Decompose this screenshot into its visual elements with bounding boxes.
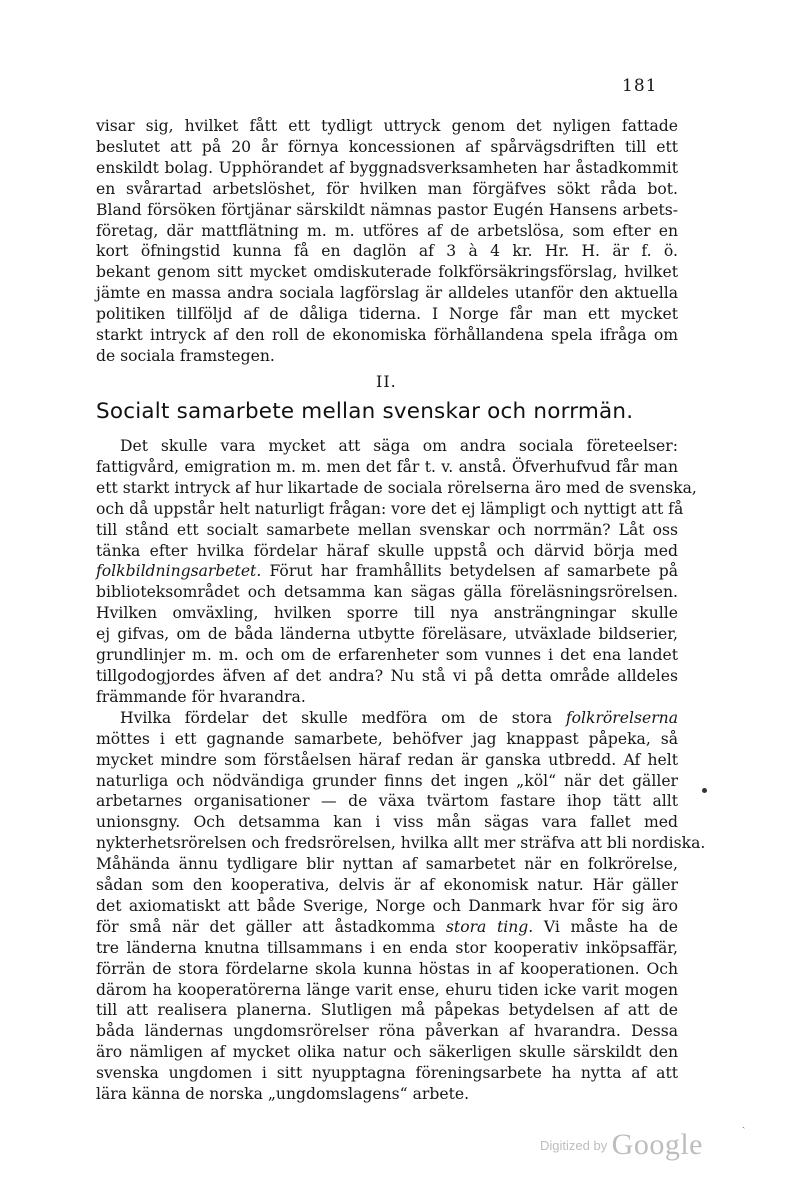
text-line: ett starkt intryck af hur likartade de sociala rörelserna äro med de svenska,: [96, 478, 697, 497]
text-line: företag, där mattflätning m. m. utföres af de arbetslösa, som efter en: [96, 221, 678, 240]
text-line: Hvilken omväxling, hvilken sporre till nya ansträngningar skulle: [96, 604, 678, 623]
text-line: svenska ungdomen i sitt nyupptagna föreningsarbete ha nytta af att: [96, 1064, 678, 1083]
text-line: mycket mindre som förståelsen häraf redan är ganska utbredd. Af helt: [96, 750, 678, 769]
text-line: tillgodogjordes äfven af det andra? Nu stå vi på detta område alldeles: [96, 666, 678, 685]
text-line: enskildt bolag. Upphörandet af byggnadsverksamheten har åstadkommit: [96, 158, 678, 177]
text-line: Det skulle vara mycket att säga om andra sociala företeelser:: [120, 437, 678, 455]
text-line: unionsgny. Och detsamma kan i viss mån sägas vara fallet med: [96, 813, 678, 832]
paragraph: [96, 708, 706, 1105]
section-number: II.: [376, 372, 397, 391]
text-line: äro nämligen af mycket olika natur och säkerligen skulle särskildt den: [96, 1043, 678, 1062]
text-line: fattigvård, emigration m. m. men det får t. v. anstå. Öfverhufvud får man: [96, 457, 678, 476]
text-line: bekant genom sitt mycket omdiskuterade folkförsäkringsförslag, hvilket: [96, 263, 678, 282]
page-number: 181: [622, 76, 658, 96]
text-line: jämte en massa andra sociala lagförslag är alldeles utanför den aktuella: [96, 284, 678, 303]
text-line: sådan som den kooperativa, delvis är af ekonomisk natur. Här gäller: [96, 876, 678, 895]
text-line: till stånd ett socialt samarbete mellan svenskar och norrmän? Låt oss: [96, 520, 678, 539]
text-line: lära känna de norska „ungdomslagens“ arbete.: [96, 1085, 470, 1104]
text-line: arbetarnes organisationer — de växa tvärtom fastare ihop tätt allt: [96, 792, 678, 811]
paragraph: [96, 436, 697, 708]
text-line: ej gifvas, om de båda länderna utbytte föreläsare, utväxlade bildserier,: [96, 625, 678, 644]
text-line: Bland försöken förtjänar särskildt nämnas pastor Eugén Hansens arbets-: [96, 200, 678, 219]
text-line: till att realisera planerna. Slutligen må påpekas betydelsen af att de: [96, 1001, 678, 1020]
text-line: en svårartad arbetslöshet, för hvilken man förgäfves sökt råda bot.: [96, 179, 678, 198]
margin-dot: [702, 788, 707, 793]
text-line: naturliga och nödvändiga grunder finns det ingen „köl“ när det gäller: [96, 771, 678, 790]
text-line: främmande för hvarandra.: [96, 687, 306, 706]
text-line: Måhända ännu tydligare blir nyttan af samarbetet när en folkrörelse,: [96, 855, 678, 874]
text-line: folkbildningsarbetet. Förut har framhållits betydelsen af samarbete på: [96, 562, 678, 581]
text-line: och då uppstår helt naturligt frågan: vore det ej lämpligt och nyttigt att få: [96, 499, 684, 518]
text-line: möttes i ett gagnande samarbete, behöfver jag knappast påpeka, så: [96, 729, 678, 748]
intro-paragraph: [96, 116, 678, 367]
text-line: det axiomatiskt att både Sverige, Norge och Danmark hvar för sig äro: [96, 896, 678, 915]
text-line: båda ländernas ungdomsrörelser röna påverkan af hvarandra. Dessa: [96, 1022, 678, 1041]
text-line: för små när det gäller att åstadkomma stora ting. Vi måste ha de: [96, 917, 678, 936]
text-line: starkt intryck af den roll de ekonomiska förhållandena spela ifråga om: [96, 326, 678, 345]
text-line: tre länderna knutna tillsammans i en enda stor kooperativ inköpsaffär,: [96, 938, 678, 957]
text-line: nykterhetsrörelsen och fredsrörelsen, hvilka allt mer sträfva att bli nordiska.: [96, 834, 706, 853]
section-title: Socialt samarbete mellan svenskar och norrmän.: [96, 399, 634, 424]
text-line: biblioteksområdet och detsamma kan sägas gälla föreläsningsrörelsen.: [96, 583, 678, 602]
text-line: beslutet att på 20 år förnya koncessionen af spårvägsdriften till ett: [96, 137, 678, 156]
text-line: grundlinjer m. m. och om de erfarenheter som vunnes i det ena landet: [96, 646, 678, 665]
margin-mark: ˏ: [742, 1118, 746, 1129]
watermark-brand: Google: [611, 1128, 703, 1161]
text-line: Hvilka fördelar det skulle medföra om de stora folkrörelserna: [120, 708, 678, 727]
text-line: tänka efter hvilka fördelar häraf skulle uppstå och därvid börja med: [96, 541, 678, 560]
digitized-watermark: [540, 1128, 703, 1162]
text-line: därom ha kooperatörerna länge varit ense, ehuru tiden icke varit mogen: [96, 980, 678, 999]
text-line: politiken tillföljd af de dåliga tiderna. I Norge får man ett mycket: [96, 305, 678, 324]
text-line: de sociala framstegen.: [96, 346, 275, 365]
watermark-prefix: Digitized by: [540, 1138, 608, 1153]
section-body: [96, 436, 706, 1105]
text-line: visar sig, hvilket fått ett tydligt uttryck genom det nyligen fattade: [96, 117, 678, 135]
text-line: kort öfningstid kunna få en daglön af 3 à 4 kr. Hr. H. är f. ö.: [96, 242, 678, 261]
text-line: förrän de stora fördelarne skola kunna höstas in af kooperationen. Och: [96, 959, 678, 978]
